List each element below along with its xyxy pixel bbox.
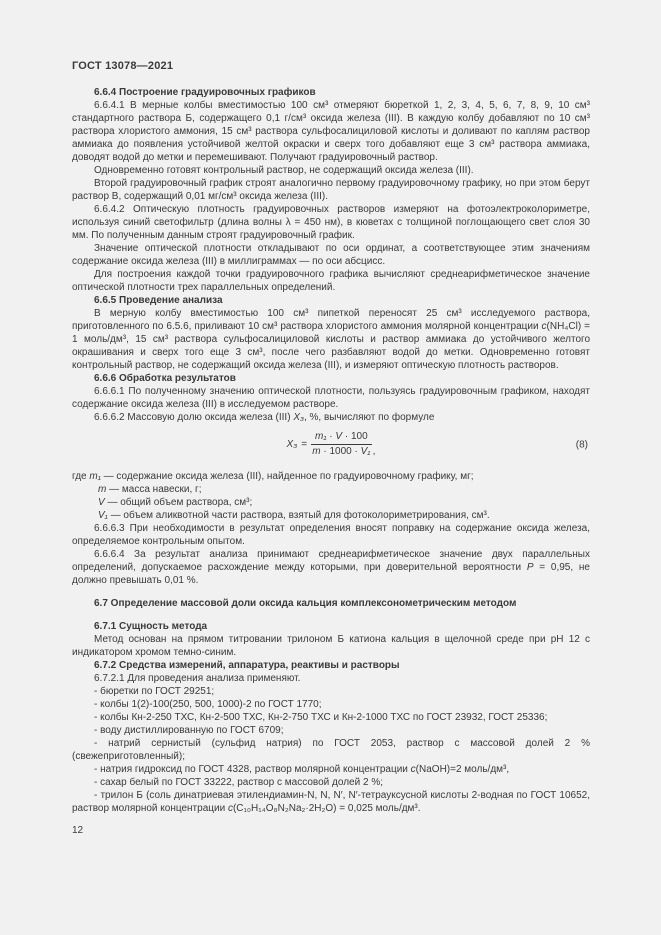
text-run: (NaOH)=2 моль/дм³, [415,764,510,775]
paragraph [72,672,590,685]
text-run: 6.7.1 Сущность метода [94,621,208,632]
definition-line [72,483,590,496]
variable: m₁ [315,431,327,442]
text-run: (NH₄Cl) = 1 моль/дм³, 15 см³ раствора сульфосалициловой кислоты и раствор аммиака до устойчивого желтого окрашивания и сверх того еще 3 см³, после чего разбавляют водой до метки. Одновременно готовят контрольный раствор, не содержащий оксида железа (III), и измеряют оптическую плотность растворов. [72,321,590,371]
text-run: · 100 [342,431,368,442]
paragraph [72,711,590,724]
running-header: ГОСТ 13078—2021 [72,60,174,72]
text-run: Одновременно готовят контрольный раствор, не содержащий оксида железа (III). [94,165,474,176]
text-run: 6.6.5 Проведение анализа [94,295,223,306]
text-run: = 0,95, не должно превышать 0,01 %. [72,562,590,586]
paragraph [72,99,590,164]
paragraph [72,164,590,177]
paragraph [72,789,590,815]
paragraph [72,385,590,411]
formula-row [72,431,590,458]
variable: V [98,497,105,508]
text-run: Значение оптической плотности откладывают по оси ординат, а соответствующее этим значениям содержание оксида железа (III) в миллиграммах — по оси абсцисс. [72,243,590,267]
text-run: где [72,471,90,482]
text-run: 6.6.4 Построение градуировочных графиков [94,87,316,98]
text-run: - сахар белый по ГОСТ 33222, раствор с массовой долей 2 %; [94,777,383,788]
section-heading [72,597,590,610]
definition-line [72,509,590,522]
text-run: — общий объем раствора, см³; [104,497,253,508]
text-run: - колбы Кн-2-250 ТХС, Кн-2-500 ТХС, Кн-2-750 ТХС и Кн-2-1000 ТХС по ГОСТ 23932, ГОСТ 25336; [94,712,548,723]
paragraph [72,685,590,698]
text-run: Для построения каждой точки градуировочного графика вычисляют среднеарифметическое значение оптической плотности трех параллельных определений. [72,269,590,293]
formula-tail: , [372,446,376,457]
text-run: 6.7 Определение массовой доли оксида кальция комплексонометрическим методом [94,598,517,609]
paragraph [72,724,590,737]
formula-lhs [287,438,298,451]
variable: V [335,431,343,442]
text-run: 6.6.6 Обработка результатов [94,373,236,384]
text-run: — масса навески, г; [106,484,202,495]
paragraph [72,737,590,763]
variable: X₃ [293,412,304,423]
paragraph [72,242,590,268]
paragraph [72,698,590,711]
section-heading [72,86,590,99]
variable: c [410,764,416,775]
formula [287,431,376,458]
variable: c [541,321,547,332]
text-run: 6.6.4.2 Оптическую плотность градуировочных растворов измеряют на фотоэлектроколориметре, используя синий светофильтр (длина волны λ = 450 нм), в кюветах с толщиной поглощающего свет слоя 30 мм. По полученным данным строят градуировочный график. [72,204,590,241]
text-run: - колбы 1(2)-100(250, 500, 1000)-2 по ГОСТ 1770; [94,699,322,710]
text-run: — объем аликвотной части раствора, взятый для фотоколориметрирования, см³. [107,510,490,521]
definition-line [72,496,590,509]
paragraph [72,763,590,776]
text-run: 6.6.6.3 При необходимости в результат определения вносят поправку на содержание оксида железа, определяемое контрольным опытом. [72,523,590,547]
equals-sign: = [301,439,308,450]
text-run: · 1000 · [320,446,361,457]
variable: V₁ [360,446,371,457]
variable: X₃ [286,439,298,450]
text-run: (C₁₀H₁₄O₈N₂Na₂·2H₂O) = 0,025 моль/дм³. [232,803,421,814]
paragraph [72,203,590,242]
text-run: В мерную колбу вместимостью 100 см³ пипеткой переносят 25 см³ исследуемого раствора, приготовленного по 6.5.6, приливают 10 см³ раствора хлористого аммония молярной концентрации [72,308,590,332]
text-run: - бюретки по ГОСТ 29251; [94,686,215,697]
text-run: - воду дистиллированную по ГОСТ 6709; [94,725,284,736]
paragraph [72,411,590,424]
text-run: Метод основан на прямом титровании трилоном Б катиона кальция в щелочной среде при pH 12 с индикатором хромом темно-синим. [72,634,590,658]
text-run: 6.7.2 Средства измерений, аппаратура, реактивы и растворы [94,660,400,671]
fraction-denominator [311,445,372,458]
section-heading [72,620,590,633]
paragraph [72,268,590,294]
fraction-numerator [311,431,372,445]
paragraph [72,522,590,548]
text-run: , %, вычисляют по формуле [303,412,435,423]
formula-number: (8) [575,439,588,450]
variable: V₁ [98,510,108,521]
fraction [311,431,372,458]
text-run: - трилон Б (соль динатриевая этилендиамин-N, N, N′, N′-тетрауксусной кислоты 2-водная по ГОСТ 10652, раствор молярной концентрации [72,790,590,814]
section-heading [72,372,590,385]
text-run: — содержание оксида железа (III), найденное по градуировочному графику, мг; [100,471,474,482]
text-run: 6.6.6.2 Массовую долю оксида железа (III) [94,412,294,423]
text-run: Второй градуировочный график строят аналогично первому градуировочному графику, но при этом берут раствор В, содержащий 0,01 мг/см³ оксида железа (III). [72,178,590,202]
variable: m [98,484,107,495]
text-run: 6.6.4.1 В мерные колбы вместимостью 100 см³ отмеряют бюреткой 1, 2, 3, 4, 5, 6, 7, 8, 9, 10 см³ стандартного раствора Б, содержащего 0,1 г/см³ оксида железа (III). В каждую колбу добавляют по 10 см³ раствора хлористого аммония, 15 см³ раствора сульфосалициловой кислоты и доливают по каплям раствор аммиака до появления устойчивой желтой окраски и сверх того добавляют еще 3 см³ раствора аммиака, доводят водой до метки и перемешивают. Получают градуировочный раствор. [72,100,590,163]
text-run: - натрий сернистый (сульфид натрия) по ГОСТ 2053, раствор с массовой долей 2 % (свежеприготовленный); [72,738,590,762]
paragraph [72,633,590,659]
paragraph [72,307,590,372]
paragraph [72,548,590,587]
variable: P [526,562,534,573]
page-number: 12 [72,825,84,836]
document-blocks [72,86,590,815]
text-run: - натрия гидроксид по ГОСТ 4328, раствор молярной концентрации [94,764,411,775]
paragraph [72,177,590,203]
variable: c [227,803,233,814]
paragraph [72,776,590,789]
section-heading [72,294,590,307]
text-run: 6.7.2.1 Для проведения анализа применяют. [94,673,301,684]
definition-line [72,470,590,483]
text-run: 6.6.6.4 За результат анализа принимают среднеарифметическое значение двух параллельных определений, допускаемое расхождение между которыми, при доверительной вероятности [72,549,590,573]
text-run: · [326,431,336,442]
variable: m [312,446,321,457]
text-run: 6.6.6.1 По полученному значению оптической плотности, пользуясь градуировочным графиком, находят содержание оксида железа (III) в исследуемом растворе. [72,386,590,410]
section-heading [72,659,590,672]
variable: m₁ [89,471,101,482]
